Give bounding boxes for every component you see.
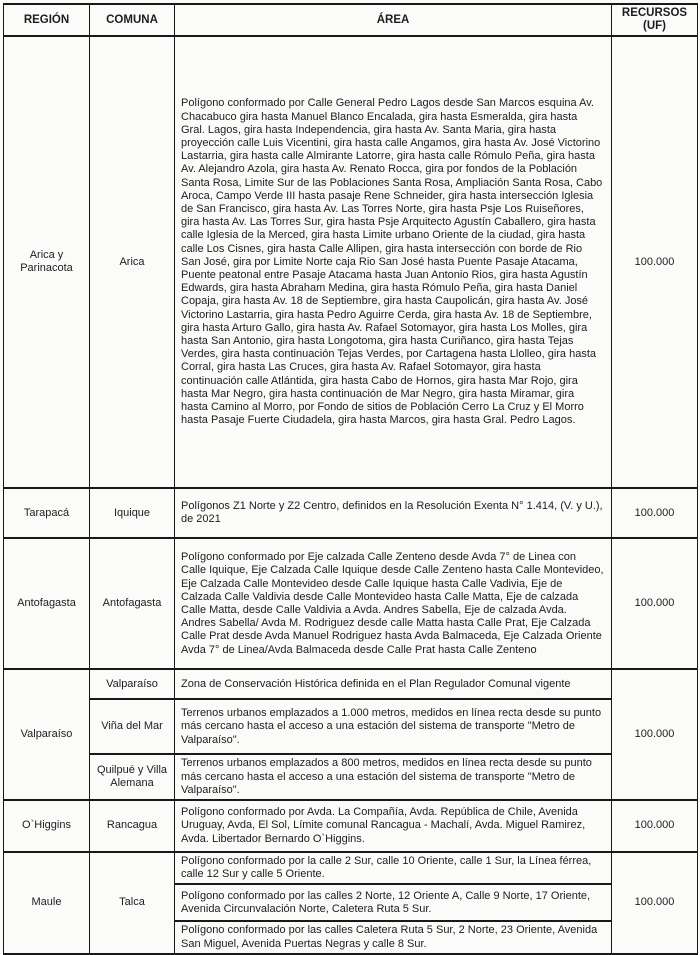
area-cell: Polígono conformado por las calles Caletera Ruta 5 Sur, 2 Norte, 23 Oriente, Avenida San Miguel, Avenida Puertas Negras y calle 8 Sur. xyxy=(175,921,612,953)
comuna-cell: Antofagasta xyxy=(90,538,175,669)
area-cell: Terrenos urbanos emplazados a 1.000 metros, medidos en línea recta desde su punto más cercano hasta el acceso a una estación del sistema de transporte "Metro de Valparaíso". xyxy=(175,699,612,754)
header-area: ÁREA xyxy=(175,4,612,36)
area-cell: Polígono conformado por Eje calzada Calle Zenteno desde Avda 7° de Linea con Calle Iquique, Eje Calzada Calle Iquique desde Calle Zenteno hasta Calle Montevideo, Eje Calzada Calle Montevideo desde Calle Iquique hasta Calle Vadivia, Eje de Calzada Calle Valdivia desde Calle Montevideo hasta Calle Matta, Eje de calzada Calle Matta, desde Calle Valdivia a Avda. Andres Sabella, Eje de calzada Avda. Andres Sabella/ Avda M. Rodriguez desde calle Matta hasta Calle Prat, Eje Calzada Calle Prat desde Avda Manuel Rodriguez hasta Avda Balmaceda, Eje Calzada Oriente Avda 7° de Linea/Avda Balmaceda desde Calle Prat hasta Calle Zenteno xyxy=(175,538,612,669)
header-row xyxy=(4,4,698,36)
comuna-cell: Iquique xyxy=(90,488,175,538)
area-cell: Polígonos Z1 Norte y Z2 Centro, definidos en la Resolución Exenta N° 1.414, (V. y U.), de 2021 xyxy=(175,488,612,538)
region-cell: Antofagasta xyxy=(4,538,90,669)
area-cell: Polígono conformado por la calle 2 Sur, calle 10 Oriente, calle 1 Sur, la Línea férrea, calle 12 Sur y calle 5 Oriente. xyxy=(175,852,612,884)
comuna-cell: Viña del Mar xyxy=(90,699,175,754)
comuna-cell: Rancagua xyxy=(90,800,175,852)
comuna-cell: Arica xyxy=(90,36,175,488)
region-cell: Maule xyxy=(4,852,90,954)
area-cell: Polígono conformado por Calle General Pedro Lagos desde San Marcos esquina Av. Chacabuco gira hasta Manuel Blanco Encalada, gira hasta Esmeralda, gira hasta Gral. Lagos, gira hasta Independencia, gira hasta Av. Santa Maria, gira hasta proyección calle Luis Vicentini, gira hasta calle Angamos, gira hasta Av. José Victorino Lastarria, gira hasta calle Almirante Latorre, gira hasta calle Rómulo Peña, gira hasta Av. Alejandro Azola, gira hasta Av. Renato Rocca, gira por fondos de la Población Santa Rosa, Limite Sur de las Poblaciones Santa Rosa, Ampliación Santa Rosa, Cabo Aroca, Campo Verde III hasta pasaje Rene Schneider, gira hasta intersección Iglesia de San Francisco, gira hasta Av. Las Torres Norte, gira hasta Psje Los Ruiseñores, gira hasta Av. Las Torres Sur, gira hasta Psje Arquitecto Agustín Caballero, gira hasta calle Iglesia de la Merced, gira hasta Limite urbano Oriente de la ciudad, gira hasta calle Los Cisnes, gira hasta Calle Allipen, gira hasta intersección con borde de Rio San José, gira por Limite Norte caja Rio San José hasta Puente Pasaje Atacama, Puente peatonal entre Pasaje Atacama hasta Juan Antonio Rios, gira hasta Agustín Edwards, gira hasta Abraham Medina, gira hasta Rómulo Peña, gira hasta Daniel Copaja, gira hasta Av. 18 de Septiembre, gira hasta Caupolicán, gira hasta Av. José Victorino Lastarria, gira hasta Pedro Aguirre Cerda, gira hasta Av. 18 de Septiembre, gira hasta Arturo Gallo, gira hasta Av. Rafael Sotomayor, gira hasta Los Molles, gira hasta San Antonio, gira hasta Longotoma, gira hasta Curiñanco, gira hasta Tejas Verdes, gira hasta continuación Tejas Verdes, por Cartagena hasta Llolleo, gira hasta Corral, gira hasta Las Cruces, gira hasta Av. Rafael Sotomayor, gira hasta continuación calle Atlántida, gira hasta Cabo de Hornos, gira hasta Mar Rojo, gira hasta Mar Negro, gira hasta continuación de Mar Negro, gira hasta Miramar, gira hasta Camino al Morro, por Fondo de sitios de Población Cerro La Cruz y El Morro hasta Pasaje Fuerte Ciudadela, gira hasta Marcos, gira hasta Gral. Pedro Lagos. xyxy=(175,36,612,488)
comuna-cell: Quilpué y Villa Alemana xyxy=(90,754,175,800)
table-row xyxy=(4,538,698,669)
recursos-cell: 100.000 xyxy=(612,800,698,852)
region-cell: O`Higgins xyxy=(4,800,90,852)
table-row xyxy=(4,36,698,488)
table-row xyxy=(4,800,698,852)
header-region: REGIÓN xyxy=(4,4,90,36)
table-row xyxy=(4,488,698,538)
recursos-cell: 100.000 xyxy=(612,852,698,954)
table-row xyxy=(4,669,698,699)
area-cell: Terrenos urbanos emplazados a 800 metros, medidos en línea recta desde su punto más cercano hasta el acceso a una estación del sistema de transporte "Metro de Valparaíso". xyxy=(175,754,612,800)
area-cell: Polígono conformado por Avda. La Compañía, Avda. República de Chile, Avenida Uruguay, Avda, El Sol, Límite comunal Rancagua - Machalí, Avda. Miguel Ramirez, Avda. Libertador Bernardo O`Higgins. xyxy=(175,800,612,852)
header-recursos: RECURSOS (UF) xyxy=(612,4,698,36)
table-row xyxy=(4,699,698,754)
area-cell: Polígono conformado por las calles 2 Norte, 12 Oriente A, Calle 9 Norte, 17 Oriente, Avenida Circunvalación Norte, Caletera Ruta 5 Sur. xyxy=(175,884,612,921)
region-cell: Arica y Parinacota xyxy=(4,36,90,488)
recursos-cell: 100.000 xyxy=(612,36,698,488)
area-cell: Zona de Conservación Histórica definida en el Plan Regulador Comunal vigente xyxy=(175,669,612,699)
region-cell: Tarapacá xyxy=(4,488,90,538)
recursos-cell: 100.000 xyxy=(612,538,698,669)
comuna-cell: Talca xyxy=(90,852,175,954)
region-cell: Valparaíso xyxy=(4,669,90,800)
recursos-cell: 100.000 xyxy=(612,669,698,800)
table-row xyxy=(4,852,698,884)
recursos-table xyxy=(3,3,698,955)
recursos-cell: 100.000 xyxy=(612,488,698,538)
table-row xyxy=(4,754,698,800)
header-comuna: COMUNA xyxy=(90,4,175,36)
comuna-cell: Valparaíso xyxy=(90,669,175,699)
